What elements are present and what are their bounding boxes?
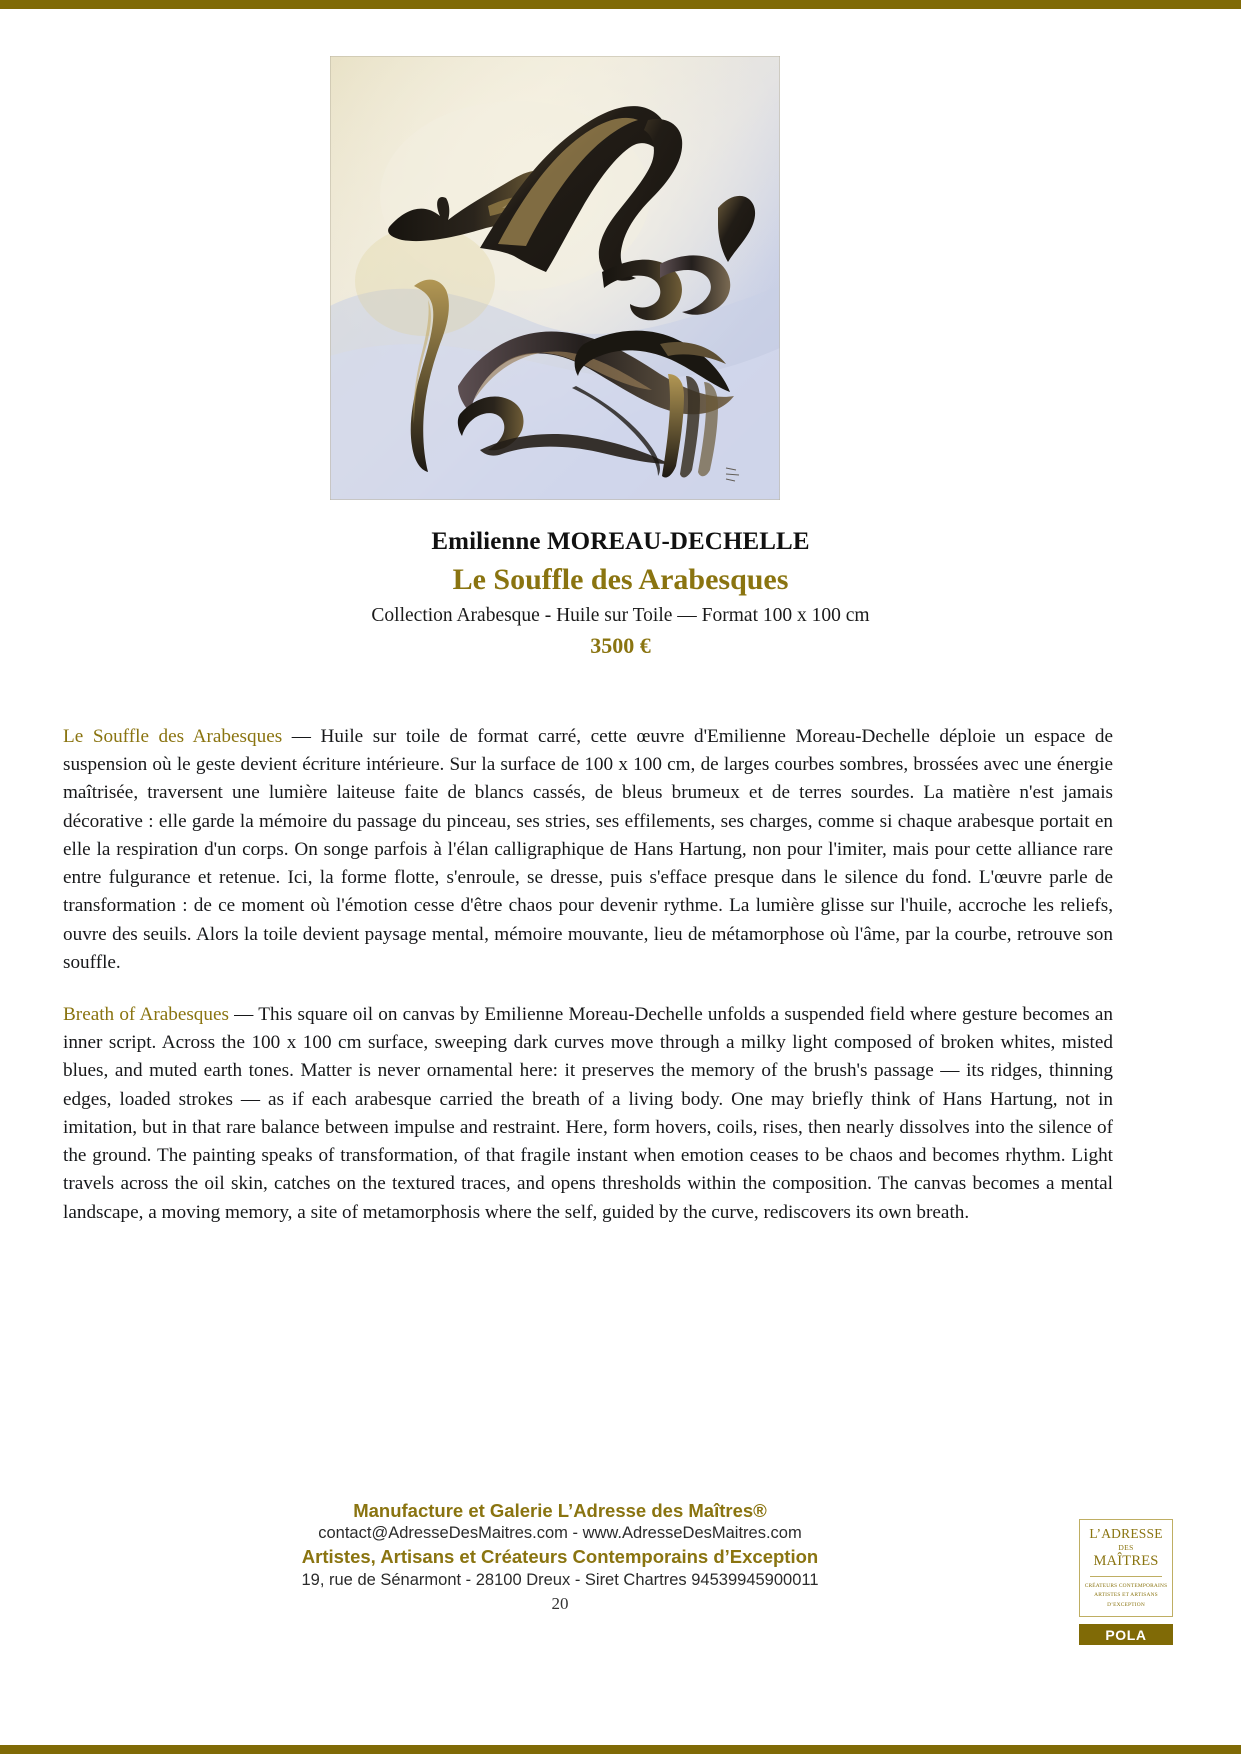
logo-line-adresse: L’ADRESSE bbox=[1089, 1525, 1163, 1541]
logo-line-maitres: MAÎTRES bbox=[1093, 1553, 1159, 1570]
artwork-price: 3500 € bbox=[590, 632, 651, 658]
logo-divider bbox=[1090, 1576, 1162, 1577]
description-french-body: — Huile sur toile de format carré, cette œuvre d'Emilienne Moreau-Dechelle déploie un espace de suspension où le geste devient écriture intérieure. Sur la surface de 100 x 100 cm, de larges courbes sombres, brossées avec une énergie maîtrisée, traversent une lumière laiteuse faite de blancs cassés, de bleus brumeux et de terres sourdes. La matière n'est jamais décorative : elle garde la mémoire du passage du pinceau, ses stries, ses effilements, ses charges, comme si chaque arabesque portait en elle la respiration d'un corps. On songe parfois à l'élan calligraphique de Hans Hartung, non pour l'imiter, mais pour cette alliance rare entre fulgurance et retenue. Ici, la forme flotte, s'enroule, se dresse, puis s'efface presque dans le silence du fond. L'œuvre parle de transformation : de ce moment où l'émotion cesse d'être chaos pour devenir rythme. La lumière glisse sur l'huile, accroche les reliefs, ouvre des seuils. Alors la toile devient paysage mental, mémoire mouvante, lieu de métamorphose où l'âme, par la courbe, retrouve son souffle. bbox=[63, 726, 1113, 973]
logo-subtitle-line-3: D’EXCEPTION bbox=[1107, 1601, 1145, 1608]
artwork-image bbox=[330, 56, 780, 500]
description-french bbox=[63, 723, 1113, 977]
brand-logo-block bbox=[1079, 1519, 1173, 1645]
page-footer bbox=[0, 1489, 1241, 1659]
description-content bbox=[63, 723, 1113, 1227]
page-number: 20 bbox=[551, 1594, 569, 1614]
logo-line-des: DES bbox=[1118, 1542, 1134, 1552]
description-english-lead: Breath of Arabesques bbox=[63, 1003, 229, 1025]
page-top-gold-rule bbox=[0, 0, 1241, 9]
artist-name: Emilienne MOREAU-DECHELLE bbox=[431, 528, 810, 555]
logo-subtitle-line-1: CRÉATEURS CONTEMPORAINS bbox=[1084, 1582, 1168, 1589]
artwork-canvas bbox=[330, 56, 780, 500]
footer-tagline: Artistes, Artisans et Créateurs Contemporains d’Exception bbox=[301, 1546, 819, 1568]
description-english-body: — This square oil on canvas by Emilienne Moreau-Dechelle unfolds a suspended field where gesture becomes an inner script. Across the 100 x 100 cm surface, sweeping dark curves move through a milky light composed of broken whites, misted blues, and muted earth tones. Matter is never ornamental here: it preserves the memory of the brush's passage — its ridges, thinning edges, loaded strokes — as if each arabesque carried the breath of a living body. One may briefly think of Hans Hartung, not in imitation, but in that rare balance between impulse and restraint. Here, form hovers, coils, rises, then nearly dissolves into the silence of the ground. The painting speaks of transformation, of that fragile instant when emotion ceases to be chaos and becomes rhythm. Light travels across the oil skin, catches on the textured traces, and opens thresholds within the composition. The canvas becomes a mental landscape, a moving memory, a site of metamorphosis where the self, guided by the curve, rediscovers its own breath. bbox=[63, 1003, 1113, 1223]
description-english bbox=[63, 1001, 1113, 1227]
footer-address: 19, rue de Sénarmont - 28100 Dreux - Siret Chartres 94539945900011 bbox=[301, 1570, 819, 1589]
artwork-caption bbox=[0, 528, 1241, 659]
logo-subtitle-line-2: ARTISTES ET ARTISANS bbox=[1094, 1592, 1158, 1599]
pola-badge: POLA bbox=[1079, 1624, 1173, 1645]
footer-company-name: Manufacture et Galerie L’Adresse des Maîtres® bbox=[353, 1500, 767, 1521]
logo-card bbox=[1079, 1519, 1173, 1617]
footer-contact-links[interactable]: contact@AdresseDesMaitres.com - www.AdresseDesMaitres.com bbox=[318, 1524, 802, 1543]
description-french-lead: Le Souffle des Arabesques bbox=[63, 726, 283, 747]
artwork-details: Collection Arabesque - Huile sur Toile — Format 100 x 100 cm bbox=[371, 605, 870, 627]
artwork-title: Le Souffle des Arabesques bbox=[452, 562, 789, 596]
footer-contact-block bbox=[0, 1499, 1120, 1615]
page-bottom-gold-rule bbox=[0, 1745, 1241, 1754]
